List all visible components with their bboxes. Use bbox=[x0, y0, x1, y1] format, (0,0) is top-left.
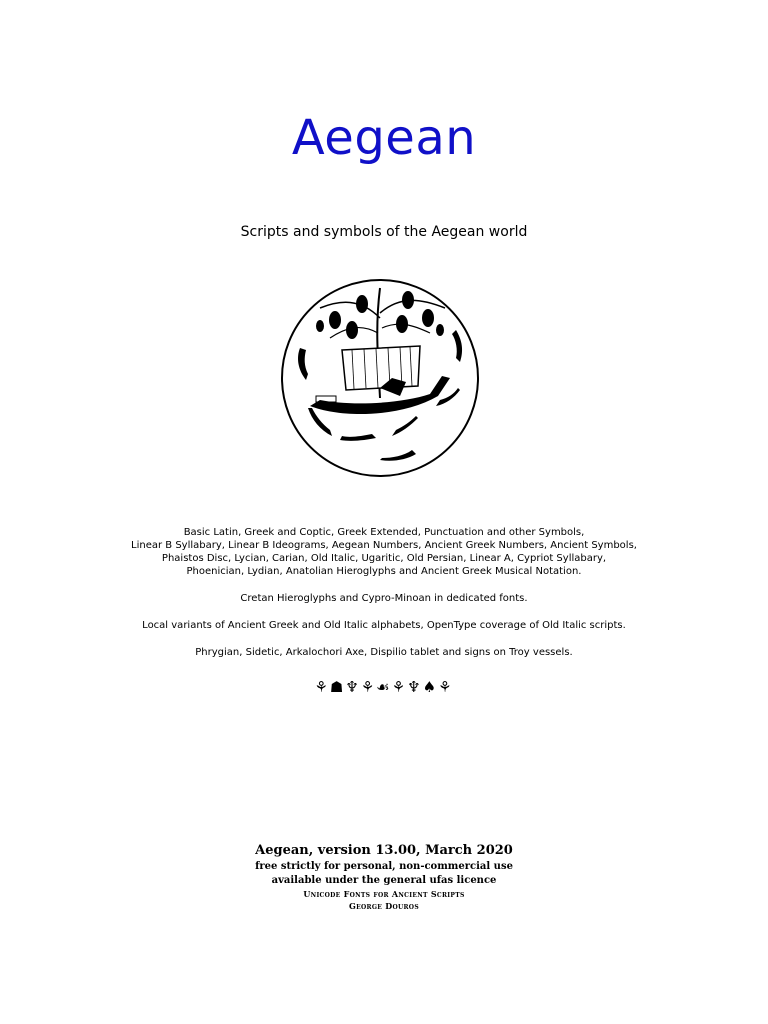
document-subtitle: Scripts and symbols of the Aegean world bbox=[240, 224, 528, 240]
version-line: Aegean, version 13.00, March 2020 bbox=[255, 843, 513, 858]
coverage-line: Basic Latin, Greek and Coptic, Greek Extended, Punctuation and other Symbols, bbox=[183, 527, 585, 538]
coverage-text bbox=[100, 526, 668, 673]
coverage-line: Phaistos Disc, Lycian, Carian, Old Italic, Ugaritic, Old Persian, Linear A, Cypriot Syllabary, bbox=[161, 553, 607, 564]
document-footer bbox=[0, 842, 768, 912]
ship-and-dolphins-emblem-icon bbox=[280, 278, 480, 478]
usage-line: free strictly for personal, non-commercial use bbox=[255, 861, 513, 872]
local-variants-paragraph: Local variants of Ancient Greek and Old Italic alphabets, OpenType coverage of Old Italic scripts. bbox=[142, 620, 626, 631]
dedicated-fonts-paragraph: Cretan Hieroglyphs and Cypro-Minoan in dedicated fonts. bbox=[240, 593, 528, 604]
licence-line: available under the general ufas licence bbox=[271, 875, 497, 886]
coverage-line: Phoenician, Lydian, Anatolian Hieroglyphs and Ancient Greek Musical Notation. bbox=[186, 566, 582, 577]
author-line: George Douros bbox=[349, 901, 419, 911]
aegean-glyph-sample: ⚘☗♆⚘☙⚘♆♠⚘ bbox=[314, 678, 454, 696]
project-line: Unicode Fonts for Ancient Scripts bbox=[303, 889, 465, 899]
document-title: Aegean bbox=[291, 110, 477, 166]
other-signs-paragraph: Phrygian, Sidetic, Arkalochori Axe, Dispilio tablet and signs on Troy vessels. bbox=[195, 647, 573, 658]
coverage-line: Linear B Syllabary, Linear B Ideograms, Aegean Numbers, Ancient Greek Numbers, Ancient Symbols, bbox=[131, 540, 637, 551]
unicode-coverage-paragraph bbox=[100, 526, 668, 578]
